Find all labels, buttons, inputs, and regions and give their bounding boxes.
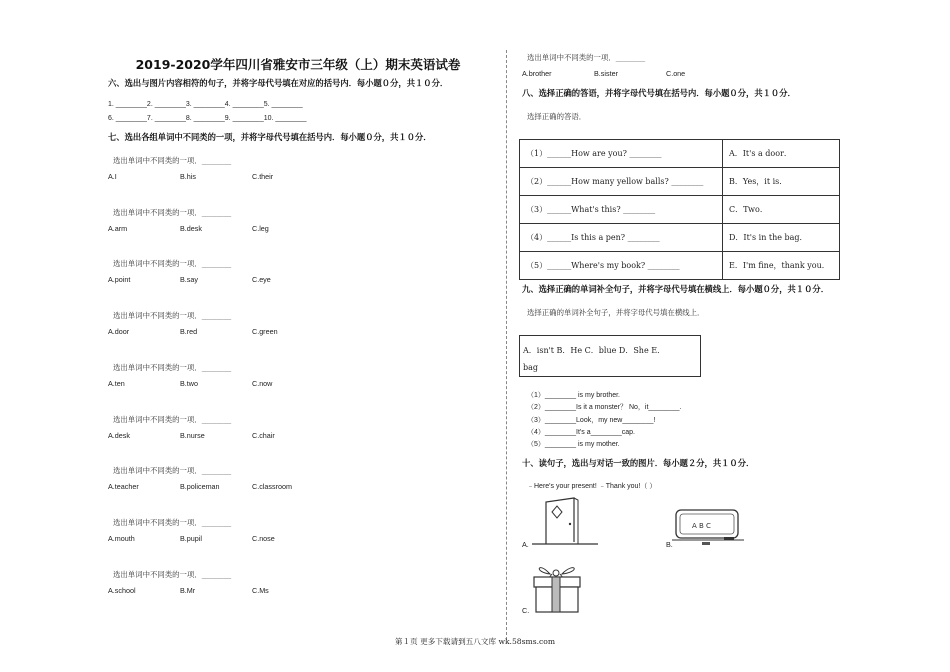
option-a: A.mouth (108, 533, 135, 543)
picture-b-label: B. (666, 540, 673, 549)
question-cell: （5）______Where's my book? ________ (520, 252, 723, 280)
answer-cell: D．It's in the bag． (723, 224, 840, 252)
board-text: A B C (692, 522, 711, 530)
section9-prompt: 选择正确的单词补全句子，并将字母代号填在横线上． (527, 308, 705, 317)
option-b: B.two (180, 378, 198, 388)
section7-prompt: 选出单词中不同类的一项．________ (113, 207, 232, 217)
option-a: A.brother (522, 69, 552, 78)
section10-prompt: ﹣Here's your present! ﹣Thank you!（ ） (527, 483, 657, 490)
section7-prompt: 选出单词中不同类的一项．________ (113, 569, 232, 579)
fill-blank-item: （1）________ is my brother. (527, 392, 620, 399)
page-title: 2019-2020学年四川省雅安市三年级（上）期末英语试卷 (135, 57, 461, 72)
section7-heading: 七、选出各组单词中不同类的一项，并将字母代号填在括号内．每小题０分，共１０分． (108, 132, 432, 142)
option-b: B.say (180, 275, 198, 285)
option-a: A.desk (108, 430, 130, 440)
section7-prompt: 选出单词中不同类的一项．________ (113, 259, 232, 269)
question-cell: （3）______What's this? ________ (520, 196, 723, 224)
picture-a-label: A. (522, 540, 529, 549)
fill-blank-item: （4）________It's a________cap. (527, 428, 635, 436)
word-bank-box (519, 335, 701, 377)
section7-prompt: 选出单词中不同类的一项．________ (113, 466, 232, 476)
blackboard-picture (672, 507, 744, 551)
option-c: C.eye (252, 275, 271, 285)
column-divider (506, 50, 507, 640)
answer-cell: A．It's a door． (723, 140, 840, 168)
answer-cell: B．Yes，it is． (723, 168, 840, 196)
option-c: C.chair (252, 430, 275, 440)
option-c: C.one (666, 69, 686, 78)
section6-heading: 六、选出与图片内容相符的句子，并将字母代号填在对应的括号内．每小题０分，共１０分． (108, 78, 449, 88)
option-c: C.leg (252, 223, 269, 233)
word-bank-line-2: bag (523, 363, 539, 372)
table-row (520, 252, 840, 280)
option-b: B.red (180, 327, 198, 337)
fill-blank-item: （5）________ is my mother. (527, 441, 620, 449)
section7-prompt: 选出单词中不同类的一项．________ (113, 311, 232, 321)
option-b: B.nurse (180, 430, 205, 440)
section9-heading: 九、选择正确的单词补全句子，并将字母代号填在横线上．每小题０分，共１０分． (522, 284, 829, 294)
section7-prompt: 选出单词中不同类的一项．________ (113, 362, 232, 372)
fill-blank-item: （3）________Look，my new________! (527, 416, 656, 424)
option-c: C.Ms (252, 585, 269, 595)
option-c: C.classroom (252, 482, 292, 492)
option-b: B.his (180, 172, 196, 181)
option-b: B.Mr (180, 585, 196, 595)
option-c: C.green (252, 327, 278, 337)
option-a: A.door (108, 327, 130, 337)
option-c: C.now (252, 378, 273, 388)
answer-cell: E．I'm fine，thank you． (723, 252, 840, 280)
option-c: C.their (252, 172, 274, 181)
option-b: B.policeman (180, 482, 220, 492)
option-a: A.point (108, 275, 131, 285)
option-a: A.school (108, 585, 136, 595)
section8-heading: 八、选择正确的答语，并将字母代号填在括号内．每小题０分，共１０分． (522, 88, 796, 98)
option-b: B.desk (180, 223, 202, 233)
table-row (520, 196, 840, 224)
word-bank-line-1: A．isn't B．He C．blue D．She E． (523, 346, 666, 355)
gift-box-picture (530, 560, 586, 615)
page-footer: 第１页 更多下载请到五八文库 wk.58sms.com (394, 637, 556, 646)
option-c: C.nose (252, 533, 275, 543)
option-a: A.ten (108, 378, 125, 388)
option-a: A.arm (108, 223, 128, 233)
answer-table (519, 139, 840, 280)
table-row (520, 168, 840, 196)
section8-prompt: 选择正确的答语． (527, 112, 587, 121)
option-a: A.teacher (108, 482, 139, 492)
section6-answer-row-1: 1. ________2. ________3. ________4. ________5. ________ (108, 101, 303, 108)
question-cell: （1）______How are you? ________ (520, 140, 723, 168)
section7-continued-prompt: 选出单词中不同类的一项．________ (527, 53, 646, 62)
answer-cell: C．Two． (723, 196, 840, 224)
question-cell: （2）______How many yellow balls? ________ (520, 168, 723, 196)
section7-prompt: 选出单词中不同类的一项．________ (113, 517, 232, 527)
option-a: A.I (108, 172, 117, 181)
section10-heading: 十、读句子，选出与对话一致的图片．每小题２分，共１０分． (522, 458, 755, 468)
table-row (520, 224, 840, 252)
question-cell: （4）______Is this a pen? ________ (520, 224, 723, 252)
fill-blank-item: （2）________Is it a monster？ No，it________. (527, 404, 682, 412)
table-row (520, 140, 840, 168)
section6-answer-row-2: 6. ________7. ________8. ________9. ________10. ________ (108, 115, 307, 122)
section7-prompt: 选出单词中不同类的一项．________ (113, 414, 232, 424)
option-b: B.pupil (180, 533, 202, 543)
door-picture (530, 496, 600, 548)
option-b: B.sister (594, 69, 618, 78)
section7-prompt: 选出单词中不同类的一项．________ (113, 156, 232, 165)
picture-c-label: C. (522, 606, 530, 615)
